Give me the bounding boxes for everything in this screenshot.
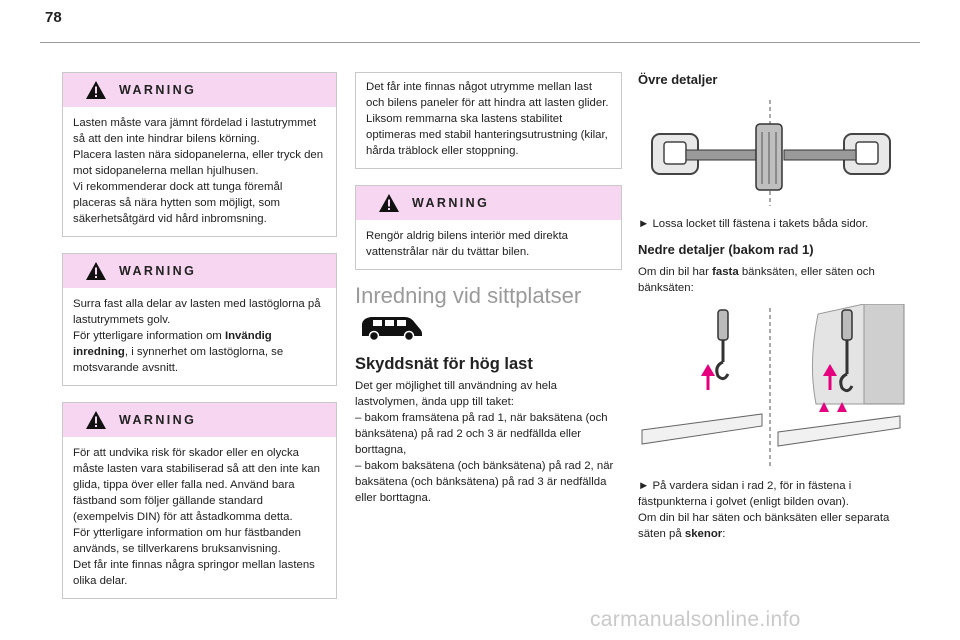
column-1 [62, 72, 337, 615]
step2-part: ► På vardera sidan i rad 2, för in fästena i fästpunkterna i golvet (enligt bilden ovan). Om din bil har säten och bänksäten eller separata säten på [638, 480, 890, 540]
warning-box-4 [355, 185, 622, 270]
warning-text-bold: Invändig inredning [73, 330, 272, 358]
step2-text [638, 478, 908, 542]
warning-title: WARNING [119, 413, 197, 427]
lower-intro-part: Om din bil har [638, 266, 713, 278]
lower-intro-text [638, 264, 908, 296]
warning-header [356, 186, 621, 220]
warning-title: WARNING [412, 196, 490, 210]
column-3 [638, 72, 908, 542]
warning-header [63, 254, 336, 288]
step2-bold: skenor [684, 528, 723, 540]
info-box: Det får inte finnas något utrymme mellan last och bilens paneler för att hindra att lasten glider. Liksom remmarna ska lastens stabilitet optimeras med stabil hanteringsutrustning (kilar, hårda träblock eller stoppning. [355, 72, 622, 169]
warning-text: Lasten måste vara jämnt fördelad i lastutrymmet så att den inte hindrar bilens körning. Placera lasten nära sidopanelerna, eller tryck den mot sidopanelerna mellan hjulhusen. Vi rekommenderar dock att tunga föremål placeras så nära hytten som möjligt, som säkerhetsåtgärd vid hård inbromsning. [73, 117, 324, 225]
warning-text-part: Surra fast alla delar av lasten med lastöglorna på lastutrymmets golv. För ytterligare information om [73, 298, 321, 342]
heading-cargo-net: Skyddsnät för hög last [355, 355, 533, 373]
lower-intro-bold: fasta [712, 266, 739, 278]
warning-triangle-icon [85, 80, 107, 100]
warning-triangle-icon [85, 410, 107, 430]
warning-title: WARNING [119, 83, 197, 97]
warning-text-part: , i synnerhet om lastöglorna, se motsvarande avsnitt. [73, 346, 284, 374]
warning-box-3 [62, 402, 337, 599]
warning-text: Rengör aldrig bilens interiör med direkta vattenstrålar när du tvättar bilen. [366, 230, 568, 258]
heading-lower-details: Nedre detaljer (bakom rad 1) [638, 242, 814, 257]
warning-triangle-icon [378, 193, 400, 213]
column-2 [355, 72, 622, 506]
warning-header [63, 403, 336, 437]
warning-text: För att undvika risk för skador eller en olycka måste lasten vara stabiliserad så att den inte kan glida, tippa över eller falla ned. Använd bara fästband som följer gällande standard (exempelvis DIN) för att åstadkomma detta. För ytterligare information om hur fästbanden används, se tillverkarens bruksanvisning. Det får inte finnas några springor mellan lastens olika delar. [73, 447, 320, 587]
warning-triangle-icon [85, 261, 107, 281]
warning-text [63, 288, 336, 385]
warning-header [63, 73, 336, 107]
section-title: Inredning vid sittplatser [355, 283, 582, 308]
lower-anchor-illustration [638, 304, 908, 472]
passenger-van-icon [359, 314, 423, 342]
heading-upper-details: Övre detaljer [638, 72, 718, 87]
header-rule [40, 42, 920, 43]
lower-intro-part: bänksäten, eller säten och bänksäten: [638, 266, 875, 294]
body-text: Det ger möjlighet till användning av hela lastvolymen, ända upp till taket: – bakom framsätena på rad 1, när baksätena (och bänksätena) på rad 2 och 3 är nedfällda eller borttagna, – bakom baksätena (och bänksätena) på rad 2, när baksätena (och bänksätena) på rad 3 är nedfällda eller borttagna. [355, 380, 614, 504]
warning-box-2 [62, 253, 337, 386]
step2-end: : [722, 528, 726, 540]
upper-anchor-illustration [638, 94, 908, 210]
watermark-url: carmanualsonline.info [590, 608, 801, 631]
page-number: 78 [45, 9, 62, 26]
warning-box-1 [62, 72, 337, 237]
warning-title: WARNING [119, 264, 197, 278]
upper-step-text: ► Lossa locket till fästena i takets båda sidor. [638, 218, 869, 230]
